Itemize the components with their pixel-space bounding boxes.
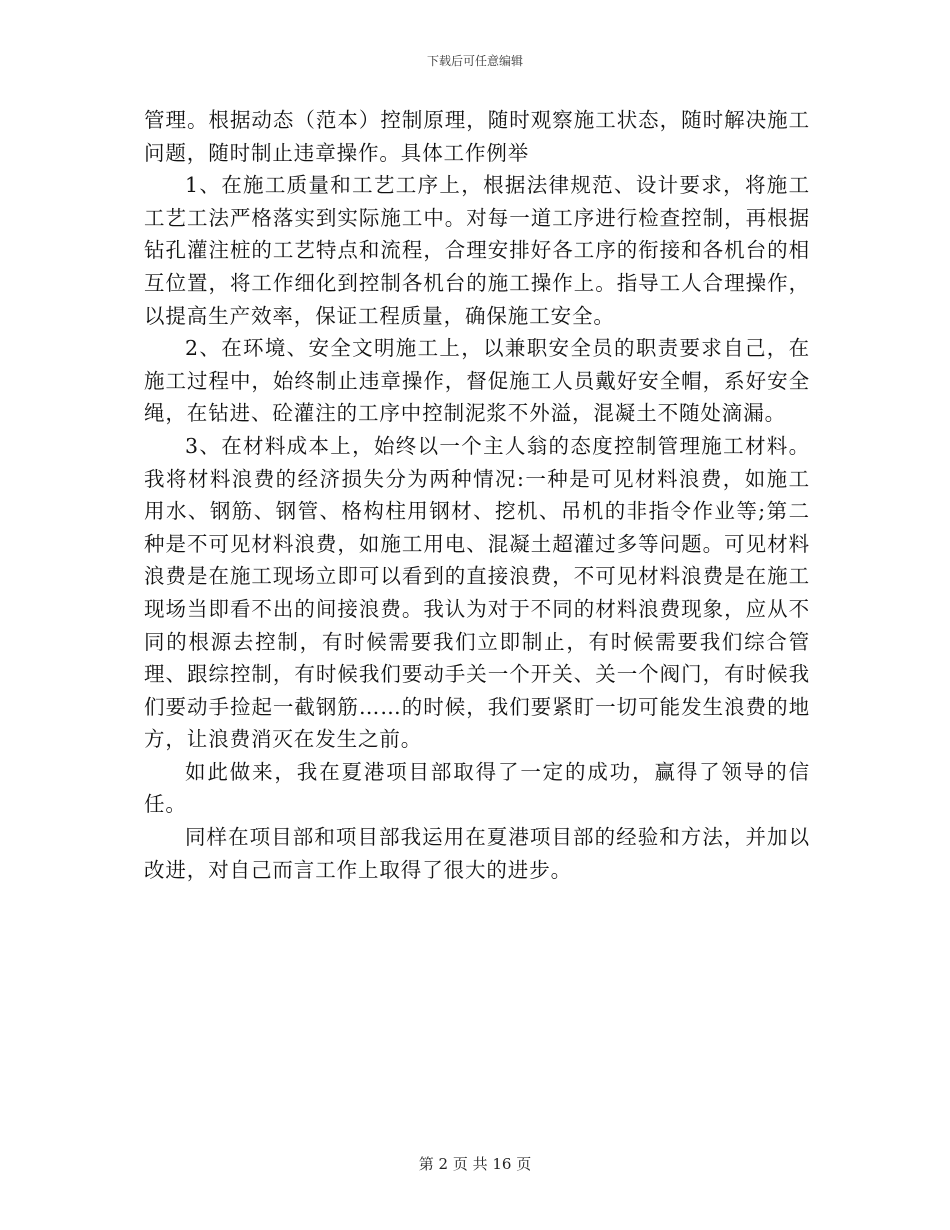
paragraph-result: 如此做来，我在夏港项目部取得了一定的成功，赢得了领导的信任。	[144, 759, 810, 817]
page-header-note: 下载后可任意编辑	[426, 54, 523, 68]
paragraph-item-3: 3、在材料成本上，始终以一个主人翁的态度控制管理施工材料。我将材料浪费的经济损失分为两种情况:一种是可见材料浪费，如施工用水、钢筋、钢管、格构柱用钢材、挖机、吊机的非指令作业等;第二种是不可见材料浪费，如施工用电、混凝土超灌过多等问题。可见材料浪费是在施工现场立即可以看到的直接浪费，不可见材料浪费是在施工现场当即看不出的间接浪费。我认为对于不同的材料浪费现象，应从不同的根源去控制，有时候需要我们立即制止，有时候需要我们综合管理、跟综控制，有时候我们要动手关一个开关、关一个阀门，有时候我们要动手捡起一截钢筋……的时候，我们要紧盯一切可能发生浪费的地方，让浪费消灭在发生之前。	[144, 433, 810, 752]
paragraph-item-1: 1、在施工质量和工艺工序上，根据法律规范、设计要求，将施工工艺工法严格落实到实际施工中。对每一道工序进行检查控制，再根据钻孔灌注桩的工艺特点和流程，合理安排好各工序的衔接和各机台的相互位置，将工作细化到控制各机台的施工操作上。指导工人合理操作，以提高生产效率，保证工程质量，确保施工安全。	[144, 173, 810, 328]
document-body	[144, 104, 810, 886]
paragraph-improvement: 同样在项目部和项目部我运用在夏港项目部的经验和方法，并加以改进，对自己而言工作上取得了很大的进步。	[144, 825, 810, 882]
paragraph-continuation: 管理。根据动态（范本）控制原理，随时观察施工状态，随时解决施工问题，随时制止违章操作。具体工作例举	[144, 108, 810, 165]
paragraph-item-2: 2、在环境、安全文明施工上，以兼职安全员的职责要求自己，在施工过程中，始终制止违章操作，督促施工人员戴好安全帽，系好安全绳，在钻进、砼灌注的工序中控制泥浆不外溢，混凝土不随处滴漏。	[144, 336, 810, 426]
page-number: 第 2 页 共 16 页	[418, 1155, 532, 1173]
